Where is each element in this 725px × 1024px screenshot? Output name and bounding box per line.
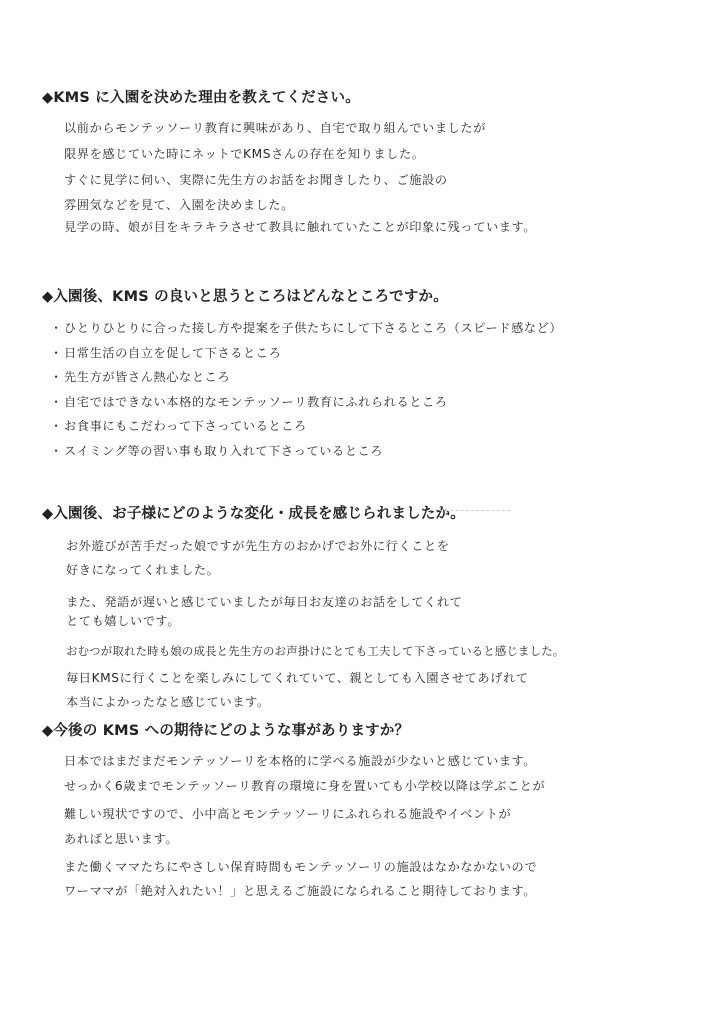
- section-heading: ◆入園後、KMS の良いと思うところはどんなところですか。: [42, 289, 448, 305]
- section-good-points: [42, 287, 682, 307]
- scan-smudge: [440, 510, 510, 515]
- bullet-dot: ・: [50, 395, 63, 409]
- list-item: [50, 369, 230, 385]
- answer-line: 毎日KMSに行くことを楽しみにしてくれていて、親としても入園させてあげれて: [66, 671, 529, 685]
- answer-line: おむつが取れた時も娘の成長と先生方のお声掛けにとても工夫して下さっていると感じました。: [66, 644, 565, 658]
- list-item-text: 自宅ではできない本格的なモンテッソーリ教育にふれられるところ: [64, 395, 448, 409]
- list-item-text: お食事にもこだわって下さっているところ: [64, 419, 307, 433]
- answer-line: 以前からモンテッソーリ教育に興味があり、自宅で取り組んでいましたが: [64, 121, 486, 135]
- bullet-dot: ・: [50, 346, 63, 360]
- list-item-text: 先生方が皆さん熱心なところ: [64, 370, 231, 384]
- answer-line: 好きになってくれました。: [66, 563, 220, 577]
- answer-line: せっかく6歳までモンテッソーリ教育の環境に身を置いても小学校以降は学ぶことが: [64, 779, 546, 793]
- list-item: [50, 320, 562, 336]
- list-item: [50, 443, 383, 459]
- answer-line: また、発語が遅いと感じていましたが毎日お友達のお話をしてくれて: [66, 595, 463, 609]
- answer-line: すぐに見学に伺い、実際に先生方のお話をお聞きしたり、ご施設の: [64, 173, 448, 187]
- answer-line: 雰囲気などを見て、入園を決めました。: [64, 198, 294, 212]
- list-item: [50, 418, 307, 434]
- list-item-text: ひとりひとりに合った接し方や提案を子供たちにして下さるところ（スピード感など）: [64, 321, 563, 335]
- answer-line: とても嬉しいです。: [66, 614, 181, 628]
- answer-line: 見学の時、娘が目をキラキラさせて教具に触れていたことが印象に残っています。: [64, 220, 537, 234]
- list-item-text: 日常生活の自立を促して下さるところ: [64, 346, 282, 360]
- bullet-dot: ・: [50, 321, 63, 335]
- bullet-dot: ・: [50, 370, 63, 384]
- answer-line: 難しい現状ですので、小中高とモンテッソーリにふれられる施設やイベントが: [64, 807, 512, 821]
- answer-line: お外遊びが苦手だった娘ですが先生方のおかげでお外に行くことを: [66, 539, 450, 553]
- list-item: [50, 394, 448, 410]
- answer-line: 日本ではまだまだモンテッソーリを本格的に学べる施設が少ないと感じています。: [64, 754, 537, 768]
- section-heading: ◆今後の KMS への期待にどのような事がありますか？: [42, 723, 410, 739]
- list-item: [50, 345, 281, 361]
- answer-line: ワーママが「絶対入れたい！」と思えるご施設になられること期待しております。: [64, 884, 537, 898]
- answer-line: 本当によかったなと感じています。: [66, 695, 270, 709]
- answer-line: 限界を感じていた時にネットでKMSさんの存在を知りました。: [64, 147, 425, 161]
- section-reason-for-enrollment: [42, 88, 682, 108]
- answer-line: あればと思います。: [64, 832, 179, 846]
- section-heading: ◆KMS に入園を決めた理由を教えてください。: [42, 90, 360, 106]
- section-heading: ◆入園後、お子様にどのような変化・成長を感じられましたか。: [42, 506, 465, 522]
- bullet-dot: ・: [50, 419, 63, 433]
- list-item-text: スイミング等の習い事も取り入れて下さっているところ: [64, 444, 384, 458]
- answer-line: また働くママたちにやさしい保育時間もモンテッソーリの施設はなかなかないので: [64, 860, 538, 874]
- bullet-dot: ・: [50, 444, 63, 458]
- section-child-changes: [42, 504, 682, 524]
- section-future-expectations: [42, 721, 682, 741]
